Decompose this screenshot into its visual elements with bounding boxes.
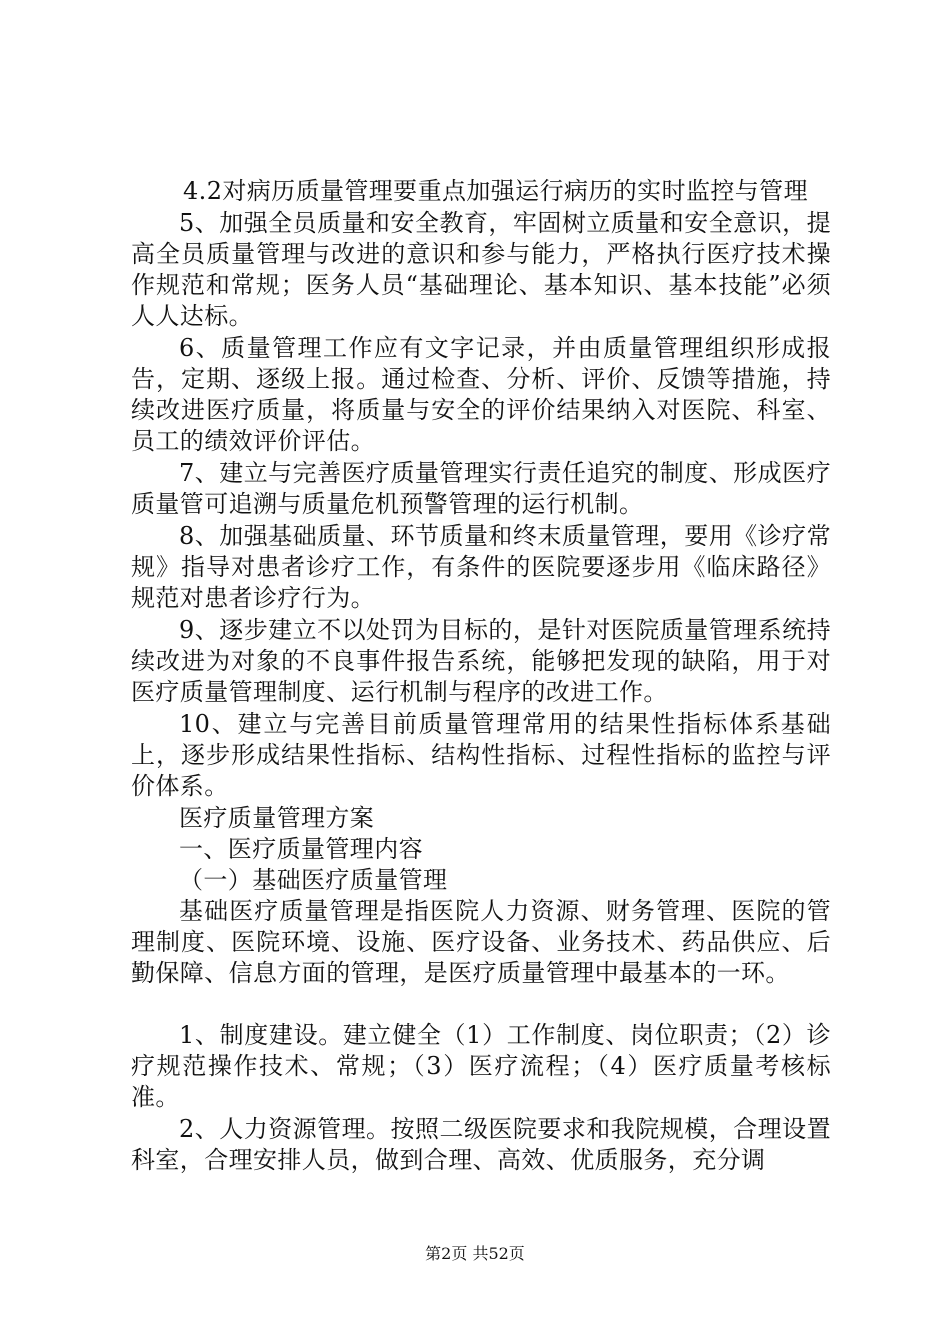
item-2: 2、人力资源管理。按照二级医院要求和我院规模，合理设置科室，合理安排人员，做到合理、高效、优质服务，充分调 (131, 1115, 831, 1174)
page-footer: 第2页 共52页 (425, 1244, 525, 1263)
paragraph-6: 6、质量管理工作应有文字记录，并由质量管理组织形成报告，定期、逐级上报。通过检查、分析、评价、反馈等措施，持续改进医疗质量，将质量与安全的评价结果纳入对医院、科室、员工的绩效评价评估。 (131, 334, 831, 455)
section-heading: 一、医疗质量管理内容 (179, 835, 423, 863)
document-title: 医疗质量管理方案 (179, 804, 375, 832)
paragraph-5: 5、加强全员质量和安全教育，牢固树立质量和安全意识，提高全员质量管理与改进的意识和参与能力，严格执行医疗技术操作规范和常规；医务人员“基础理论、基本知识、基本技能”必须人人达标。 (131, 209, 831, 330)
paragraph-9: 9、逐步建立不以处罚为目标的，是针对医院质量管理系统持续改进为对象的不良事件报告系统，能够把发现的缺陷，用于对医疗质量管理制度、运行机制与程序的改进工作。 (131, 616, 831, 706)
paragraph-8: 8、加强基础质量、环节质量和终末质量管理，要用《诊疗常规》指导对患者诊疗工作，有条件的医院要逐步用《临床路径》规范对患者诊疗行为。 (131, 522, 831, 612)
subsection-heading: （一）基础医疗质量管理 (179, 866, 448, 894)
paragraph-7: 7、建立与完善医疗质量管理实行责任追究的制度、形成医疗质量管可追溯与质量危机预警管理的运行机制。 (131, 459, 831, 518)
paragraph-10: 10、建立与完善目前质量管理常用的结果性指标体系基础上，逐步形成结果性指标、结构性指标、过程性指标的监控与评价体系。 (131, 710, 831, 800)
item-1: 1、制度建设。建立健全（1）工作制度、岗位职责；（2）诊疗规范操作技术、常规；（3）医疗流程；（4）医疗质量考核标准。 (131, 1021, 831, 1111)
paragraph-4-2: 4.2对病历质量管理要重点加强运行病历的实时监控与管理 (183, 177, 808, 205)
document-body (131, 176, 831, 1177)
paragraph-gap (131, 990, 831, 1020)
intro-paragraph: 基础医疗质量管理是指医院人力资源、财务管理、医院的管理制度、医院环境、设施、医疗设备、业务技术、药品供应、后勤保障、信息方面的管理，是医疗质量管理中最基本的一环。 (131, 897, 831, 987)
